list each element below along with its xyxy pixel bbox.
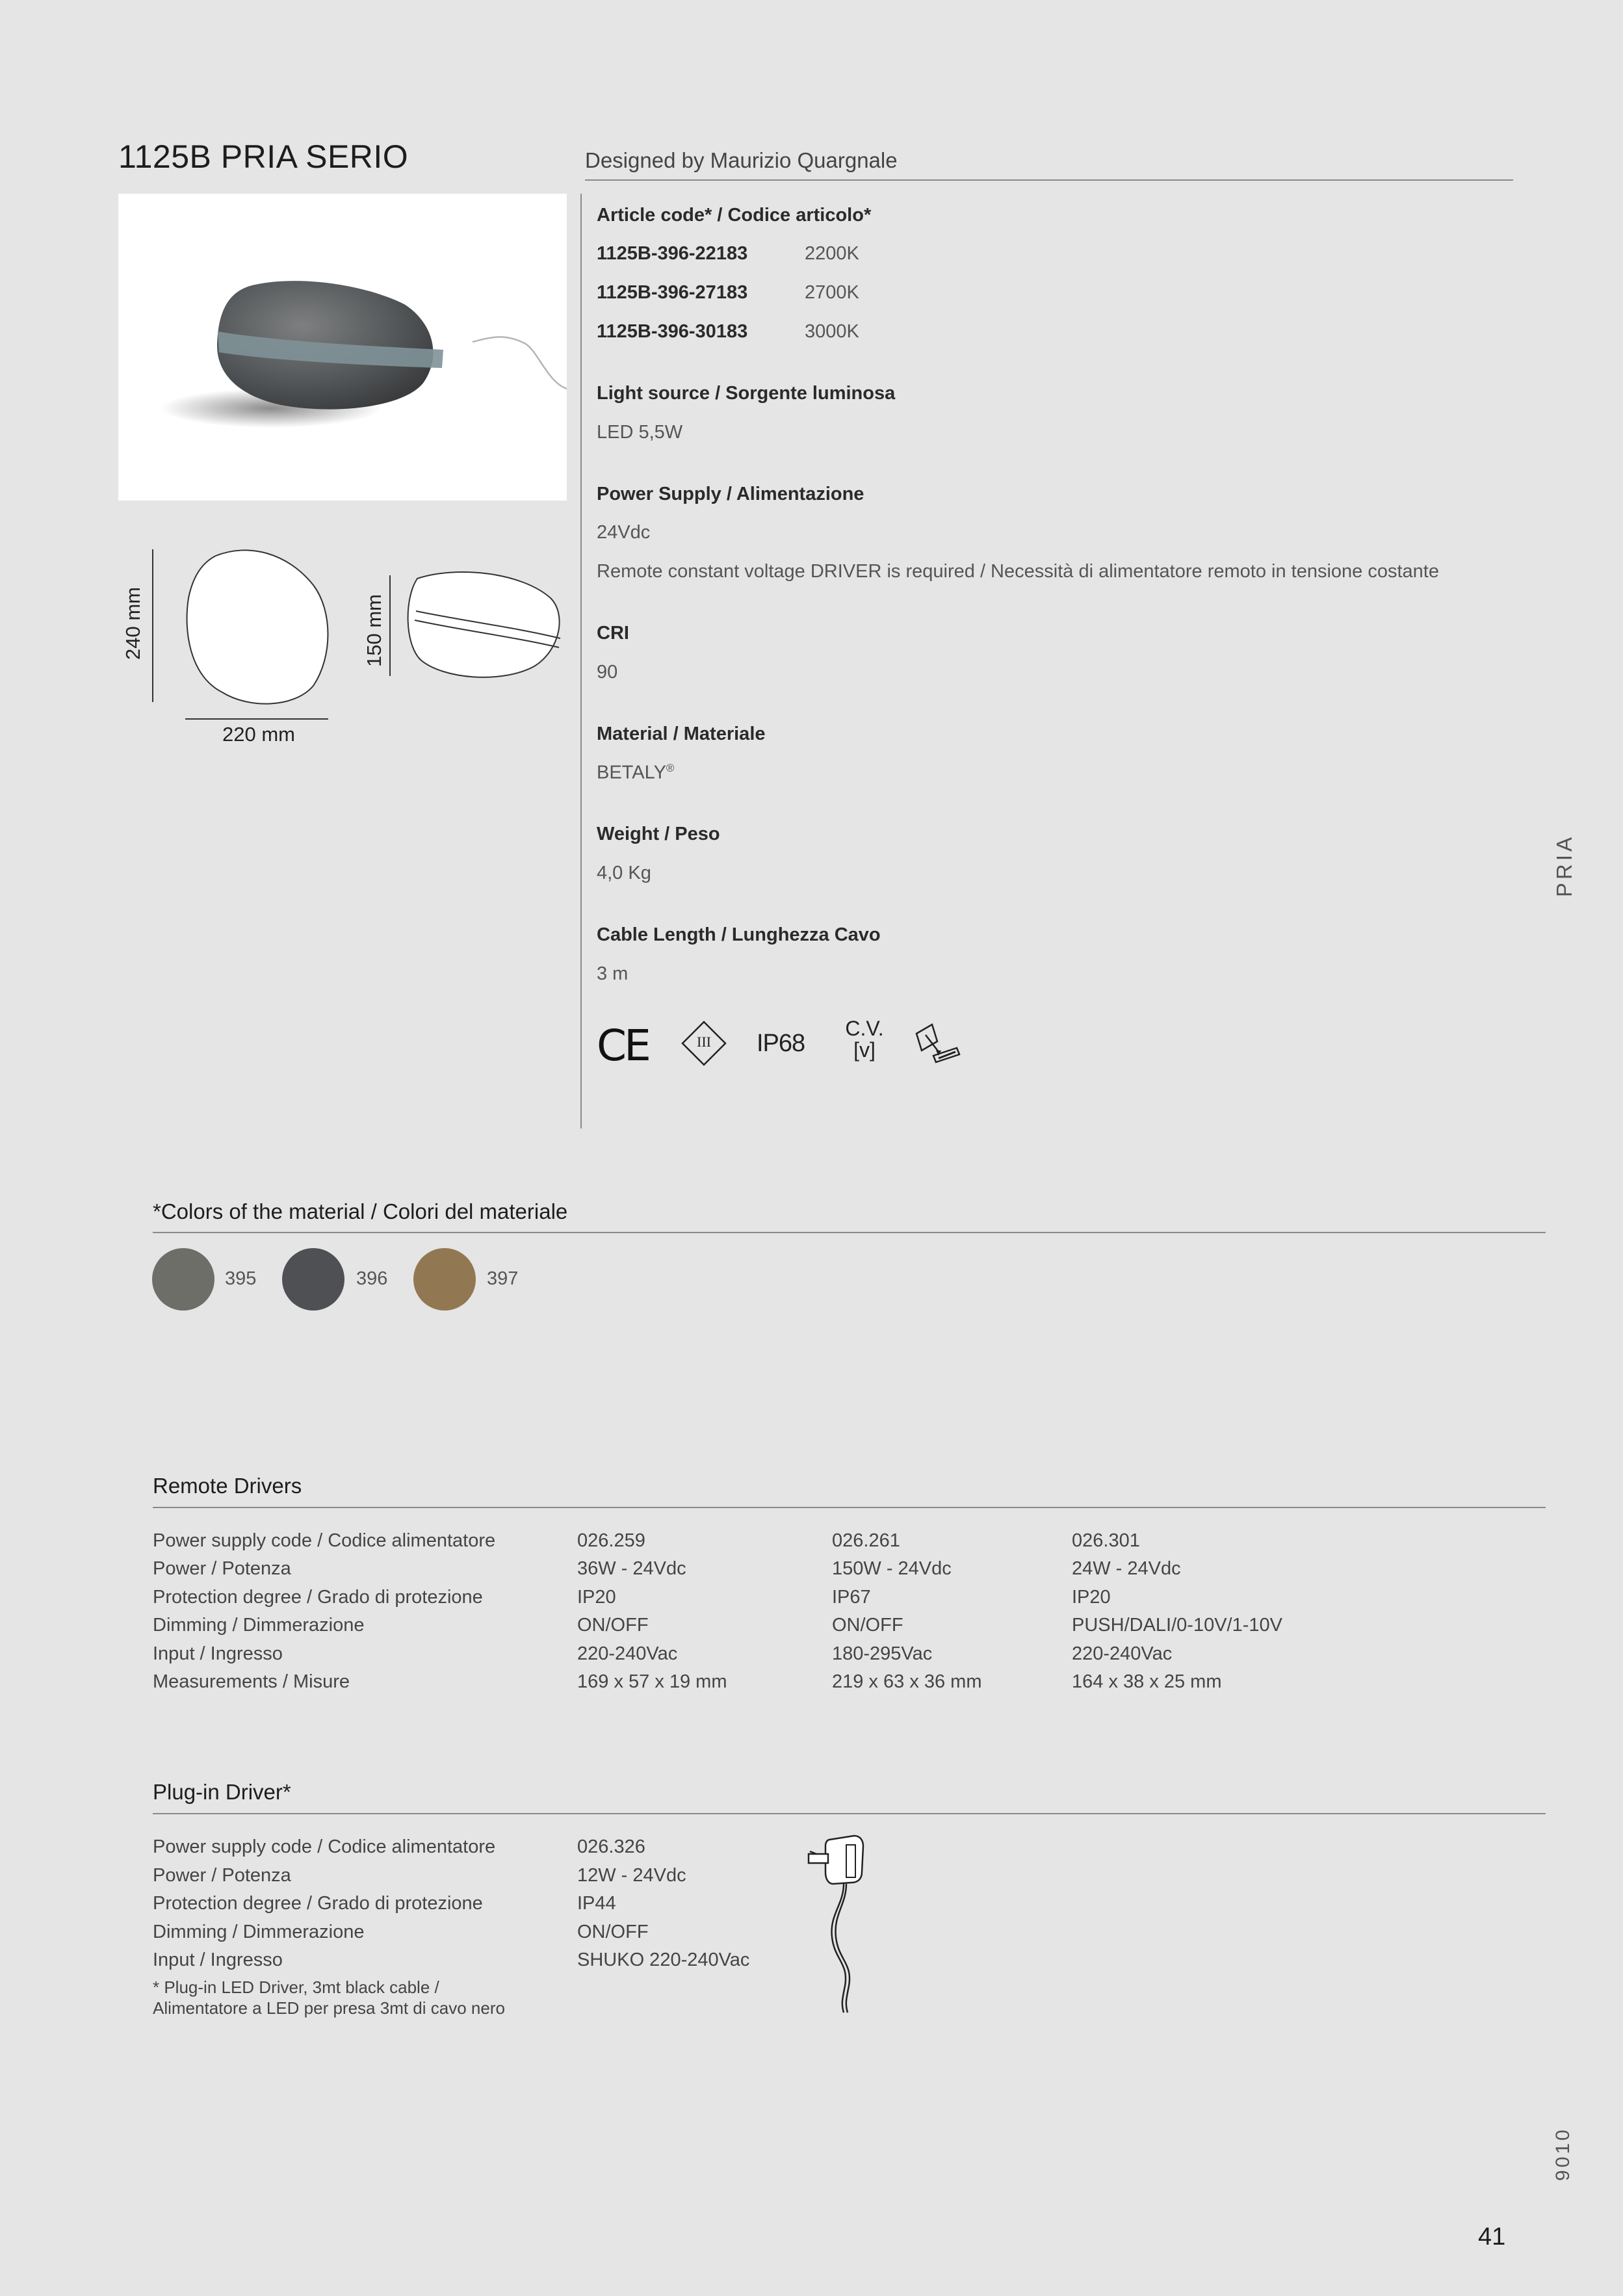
table-cell: 36W - 24Vdc bbox=[577, 1558, 686, 1579]
table-row-label: Input / Ingresso bbox=[153, 1643, 283, 1664]
product-title: 1125B PRIA SERIO bbox=[118, 138, 409, 175]
constant-voltage-label: C.V. bbox=[845, 1017, 884, 1040]
table-row-label: Power supply code / Codice alimentatore bbox=[153, 1530, 496, 1551]
colors-rule bbox=[153, 1232, 1546, 1233]
installation-surface-icon bbox=[913, 1022, 965, 1067]
remote-drivers-heading: Remote Drivers bbox=[153, 1474, 302, 1498]
cable-length-heading: Cable Length / Lunghezza Cavo bbox=[597, 924, 881, 945]
table-cell: 219 x 63 x 36 mm bbox=[832, 1671, 982, 1692]
table-cell: 220-240Vac bbox=[1072, 1643, 1173, 1664]
dimension-drawing bbox=[118, 540, 573, 754]
width-dimension-label: 220 mm bbox=[222, 723, 295, 746]
plugin-driver-rule bbox=[153, 1813, 1546, 1814]
table-cell: ON/OFF bbox=[577, 1615, 649, 1636]
table-cell: 026.326 bbox=[577, 1836, 645, 1857]
article-code: 1125B-396-30183 bbox=[597, 321, 748, 342]
power-supply-note: Remote constant voltage DRIVER is required / Necessità di alimentatore remoto in tensione costante bbox=[597, 561, 1439, 582]
product-photo bbox=[118, 194, 567, 501]
table-cell: ON/OFF bbox=[832, 1615, 903, 1636]
color-swatch-396 bbox=[282, 1248, 344, 1311]
family-side-label: PRIA bbox=[1552, 833, 1576, 897]
weight-value: 4,0 Kg bbox=[597, 863, 651, 883]
table-cell: IP44 bbox=[577, 1893, 616, 1914]
color-temperature: 3000K bbox=[805, 321, 859, 342]
color-swatch-395 bbox=[152, 1248, 214, 1311]
table-cell: IP67 bbox=[832, 1587, 871, 1608]
colors-heading: *Colors of the material / Colori del materiale bbox=[153, 1199, 568, 1223]
plugin-driver-heading: Plug-in Driver* bbox=[153, 1780, 291, 1804]
ip68-icon: IP68 bbox=[757, 1030, 805, 1057]
color-temperature: 2700K bbox=[805, 282, 859, 303]
cri-value: 90 bbox=[597, 662, 618, 683]
table-cell: ON/OFF bbox=[577, 1922, 649, 1942]
weight-heading: Weight / Peso bbox=[597, 824, 720, 844]
material-heading: Material / Materiale bbox=[597, 724, 766, 744]
ce-mark-icon: CE bbox=[597, 1021, 649, 1071]
table-cell: IP20 bbox=[577, 1587, 616, 1608]
table-cell: 150W - 24Vdc bbox=[832, 1558, 952, 1579]
cri-heading: CRI bbox=[597, 623, 629, 644]
material-value: BETALY® bbox=[597, 762, 675, 783]
table-cell: 24W - 24Vdc bbox=[1072, 1558, 1181, 1579]
spec-divider bbox=[580, 194, 582, 1128]
remote-drivers-rule bbox=[153, 1507, 1546, 1508]
table-cell: 220-240Vac bbox=[577, 1643, 678, 1664]
light-source-value: LED 5,5W bbox=[597, 422, 683, 443]
page-code-side-label: 9010 bbox=[1552, 2127, 1574, 2181]
color-swatch-label: 396 bbox=[356, 1268, 388, 1289]
plugin-driver-note-line: * Plug-in LED Driver, 3mt black cable / bbox=[153, 1977, 439, 1997]
table-row-label: Dimming / Dimmerazione bbox=[153, 1615, 365, 1636]
height-dimension-label: 240 mm bbox=[122, 587, 144, 660]
color-swatch-label: 397 bbox=[487, 1268, 519, 1289]
article-code: 1125B-396-22183 bbox=[597, 243, 748, 264]
light-source-heading: Light source / Sorgente luminosa bbox=[597, 383, 896, 404]
table-row-label: Input / Ingresso bbox=[153, 1950, 283, 1970]
table-row-label: Protection degree / Grado di protezione bbox=[153, 1893, 483, 1914]
article-code-heading: Article code* / Codice articolo* bbox=[597, 205, 872, 226]
power-supply-heading: Power Supply / Alimentazione bbox=[597, 484, 864, 504]
side-height-dimension-label: 150 mm bbox=[363, 594, 385, 667]
table-row-label: Power / Potenza bbox=[153, 1558, 291, 1579]
constant-voltage-icon bbox=[838, 1018, 890, 1061]
plugin-driver-icon bbox=[803, 1833, 875, 2015]
designer-credit: Designed by Maurizio Quargnale bbox=[585, 148, 898, 172]
class-iii-label: III bbox=[697, 1034, 711, 1050]
article-code: 1125B-396-27183 bbox=[597, 282, 748, 303]
page-number: 41 bbox=[1478, 2223, 1506, 2250]
registered-mark: ® bbox=[666, 762, 675, 774]
table-cell: PUSH/DALI/0-10V/1-10V bbox=[1072, 1615, 1282, 1636]
table-cell: IP20 bbox=[1072, 1587, 1111, 1608]
cable-length-value: 3 m bbox=[597, 963, 629, 984]
table-cell: 180-295Vac bbox=[832, 1643, 933, 1664]
power-supply-value: 24Vdc bbox=[597, 522, 651, 543]
color-temperature: 2200K bbox=[805, 243, 859, 264]
constant-voltage-unit: [v] bbox=[853, 1038, 876, 1062]
table-row-label: Measurements / Misure bbox=[153, 1671, 350, 1692]
table-cell: 12W - 24Vdc bbox=[577, 1865, 686, 1886]
color-swatch-397 bbox=[413, 1248, 476, 1311]
table-cell: 169 x 57 x 19 mm bbox=[577, 1671, 727, 1692]
table-cell: 026.301 bbox=[1072, 1530, 1140, 1551]
table-cell: 026.259 bbox=[577, 1530, 645, 1551]
table-cell: SHUKO 220-240Vac bbox=[577, 1950, 750, 1970]
table-row-label: Dimming / Dimmerazione bbox=[153, 1922, 365, 1942]
color-swatch-label: 395 bbox=[225, 1268, 257, 1289]
table-cell: 026.261 bbox=[832, 1530, 900, 1551]
header-rule bbox=[585, 179, 1513, 181]
plugin-driver-note bbox=[153, 1977, 505, 2018]
plugin-driver-note-line: Alimentatore a LED per presa 3mt di cavo nero bbox=[153, 1998, 505, 2018]
table-row-label: Power supply code / Codice alimentatore bbox=[153, 1836, 496, 1857]
table-row-label: Power / Potenza bbox=[153, 1865, 291, 1886]
table-cell: 164 x 38 x 25 mm bbox=[1072, 1671, 1222, 1692]
table-row-label: Protection degree / Grado di protezione bbox=[153, 1587, 483, 1608]
class-iii-icon bbox=[681, 1021, 727, 1066]
